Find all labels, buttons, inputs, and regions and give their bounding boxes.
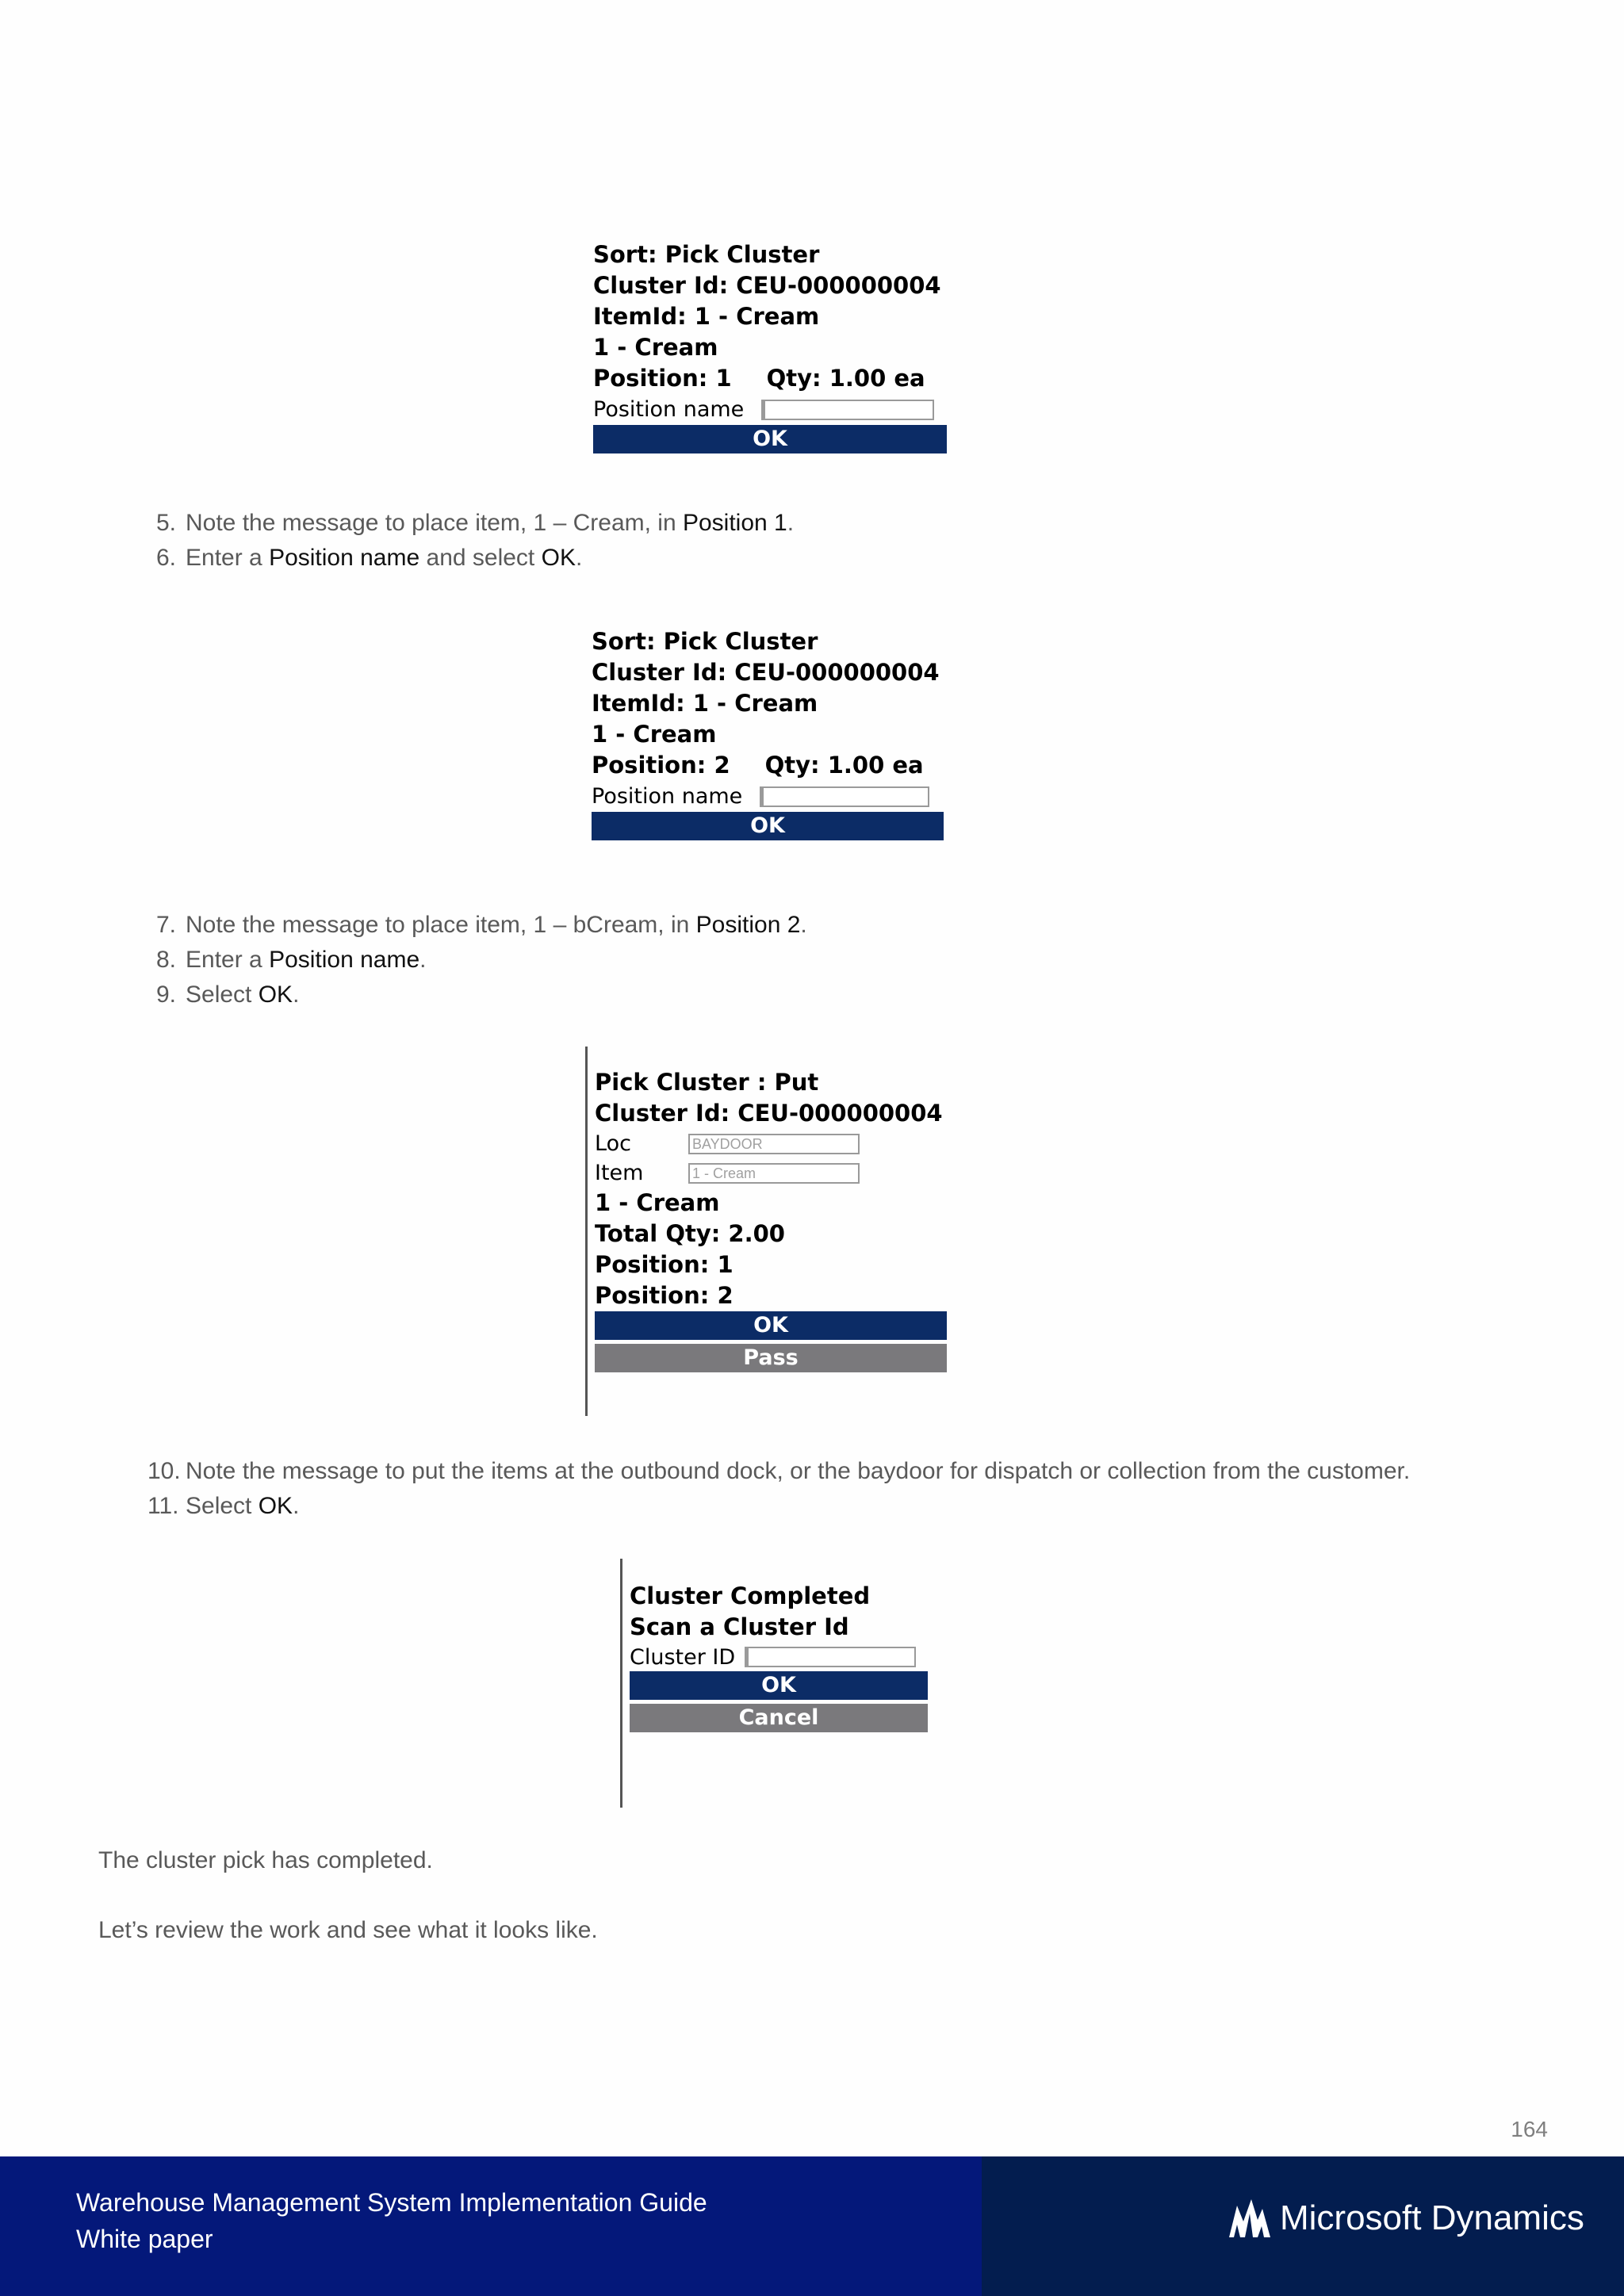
item-label: Item: [595, 1161, 644, 1185]
step-11: 11. Select OK.: [147, 1493, 300, 1519]
page-number: 164: [1511, 2117, 1548, 2141]
position-1: Position: 1: [595, 1251, 733, 1278]
ok-button[interactable]: OK: [593, 425, 947, 453]
steps-10-11: [147, 1454, 1410, 1524]
steps-5-6: [147, 506, 794, 576]
screen-subtitle: Scan a Cluster Id: [630, 1613, 849, 1640]
item-id: ItemId: 1 - Cream: [592, 690, 818, 717]
pass-button[interactable]: Pass: [595, 1344, 947, 1372]
step-7: 7. Note the message to place item, 1 – bCream, in Position 2.: [155, 912, 807, 938]
item-row: [595, 1158, 947, 1188]
step-9: 9. Select OK.: [155, 982, 300, 1008]
ok-button[interactable]: OK: [630, 1671, 928, 1700]
position-name-row: [593, 394, 947, 425]
total-qty: Total Qty: 2.00: [595, 1220, 785, 1247]
position-name-row: [592, 781, 944, 812]
position-name-input[interactable]: [761, 400, 934, 420]
footer-title: Warehouse Management System Implementation Guide: [76, 2188, 707, 2217]
microsoft-dynamics-logo: [1228, 2198, 1584, 2239]
paragraph-completed: The cluster pick has completed.: [98, 1847, 433, 1873]
position-name-label: Position name: [593, 397, 745, 422]
position-name-label: Position name: [592, 784, 743, 809]
position-2: Position: 2: [595, 1282, 733, 1309]
screenshot-pick-cluster-put: [595, 1067, 947, 1372]
step-6: 6. Enter a Position name and select OK.: [155, 545, 583, 571]
position-qty-row: [592, 750, 944, 781]
screenshot-cluster-completed: [630, 1581, 928, 1732]
screen-title: Pick Cluster : Put: [595, 1069, 819, 1096]
position-label: Position: 2: [592, 752, 730, 779]
cluster-id: Cluster Id: CEU-000000004: [595, 1100, 943, 1127]
screen-border: [585, 1047, 588, 1416]
brand-name: Microsoft Dynamics: [1280, 2198, 1584, 2237]
step-10: 10. Note the message to put the items at the outbound dock, or the baydoor for dispatch or collection from the customer.: [147, 1458, 1411, 1484]
qty-label: Qty: 1.00 ea: [764, 752, 924, 779]
loc-label: Loc: [595, 1131, 631, 1156]
screenshot-sort-pick-cluster-1: [593, 239, 947, 453]
cluster-id-input[interactable]: [745, 1647, 916, 1667]
paragraph-review: Let’s review the work and see what it looks like.: [98, 1917, 598, 1943]
position-label: Position: 1: [593, 365, 732, 392]
loc-row: [595, 1129, 947, 1158]
item-name: 1 - Cream: [592, 721, 717, 748]
item-input[interactable]: 1 - Cream: [688, 1163, 860, 1184]
screen-title: Sort: Pick Cluster: [592, 628, 818, 655]
item-name: 1 - Cream: [593, 334, 718, 361]
footer-subtitle: White paper: [76, 2225, 213, 2253]
footer: [0, 2156, 1624, 2296]
screen-border: [620, 1559, 622, 1808]
item-name: 1 - Cream: [595, 1189, 720, 1216]
step-8: 8. Enter a Position name.: [155, 947, 427, 973]
step-5: 5. Note the message to place item, 1 – Cream, in Position 1.: [155, 510, 795, 536]
screen-title: Cluster Completed: [630, 1582, 871, 1609]
cancel-button[interactable]: Cancel: [630, 1704, 928, 1732]
position-name-input[interactable]: [760, 786, 929, 807]
qty-label: Qty: 1.00 ea: [766, 365, 925, 392]
cluster-id: Cluster Id: CEU-000000004: [593, 272, 941, 299]
screenshot-sort-pick-cluster-2: [592, 626, 944, 840]
cluster-id-row: [630, 1643, 928, 1671]
steps-7-9: [147, 908, 807, 1012]
dynamics-logo-icon: [1228, 2198, 1272, 2239]
ok-button[interactable]: OK: [592, 812, 944, 840]
item-id: ItemId: 1 - Cream: [593, 303, 820, 330]
cluster-id-label: Cluster ID: [630, 1644, 736, 1670]
loc-input[interactable]: BAYDOOR: [688, 1134, 860, 1154]
screen-title: Sort: Pick Cluster: [593, 241, 820, 268]
footer-left-panel: [0, 2156, 982, 2296]
ok-button[interactable]: OK: [595, 1311, 947, 1340]
position-qty-row: [593, 363, 947, 394]
cluster-id: Cluster Id: CEU-000000004: [592, 659, 940, 686]
